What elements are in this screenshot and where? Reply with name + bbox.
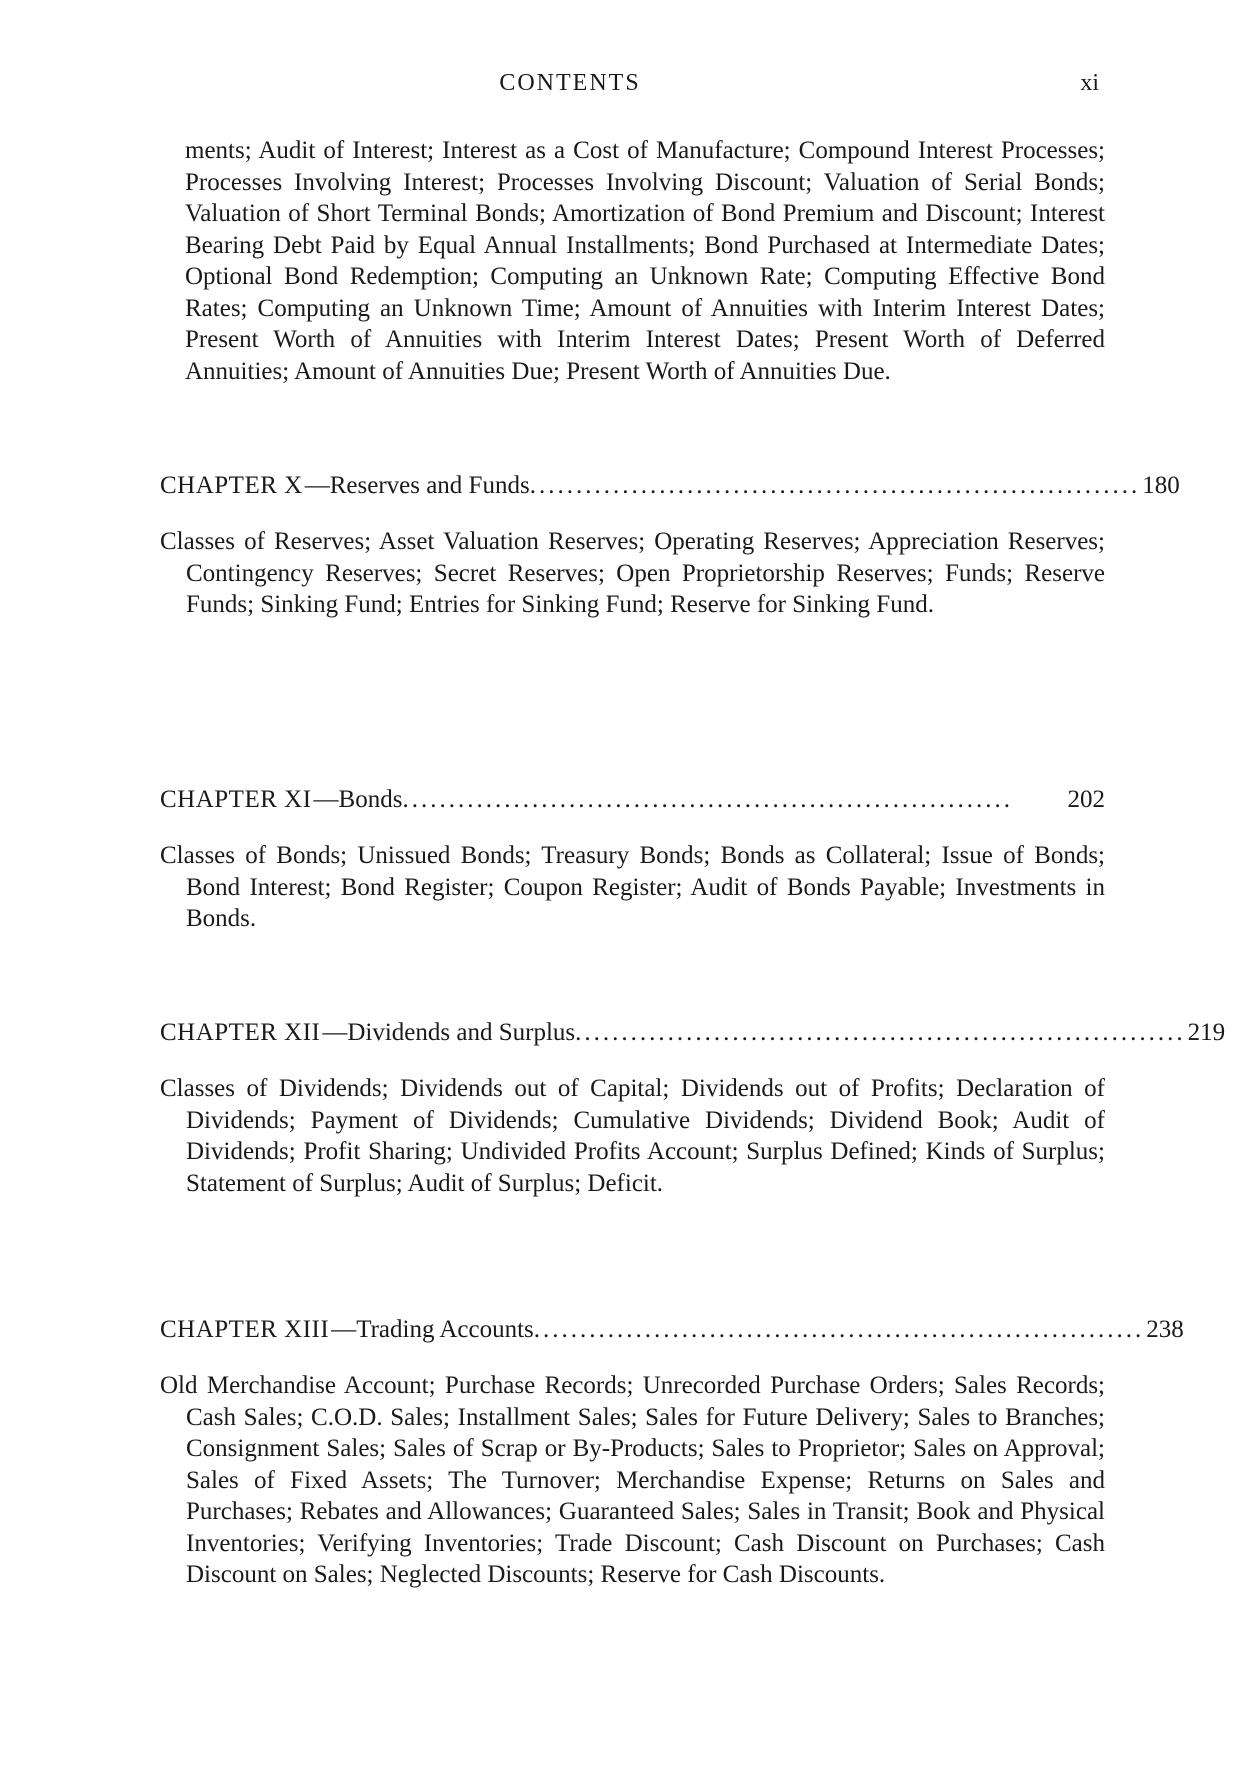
chapter-entry [160, 470, 1180, 621]
dot-leader: .................................................................. [529, 472, 1141, 499]
chapter-label: CHAPTER X [160, 472, 303, 499]
running-head [0, 70, 1259, 110]
chapter-page-number: 180 [1142, 472, 1180, 499]
chapter-description: Classes of Bonds; Unissued Bonds; Treasury Bonds; Bonds as Collateral; Issue of Bonds; Bond Interest; Bond Register; Coupon Register; Audit of Bonds Payable; Investments in Bonds. [160, 842, 1105, 932]
chapter-heading [160, 784, 1105, 816]
chapter-title: —Bonds [313, 786, 403, 813]
chapter-label: CHAPTER XI [160, 786, 312, 813]
dot-leader: .................................................................. [402, 786, 1013, 813]
page-number: xi [1080, 70, 1099, 96]
chapter-description: Old Merchandise Account; Purchase Records; Unrecorded Purchase Orders; Sales Records; Cash Sales; C.O.D. Sales; Installment Sales; Sales for Future Delivery; Sales to Branches; Consignment Sales; Sales of Scrap or By-Products; Sales to Proprietor; Sales on Approval; Sales of Fixed Assets; The Turnover; Merchandise Expense; Returns on Sales and Purchases; Rebates and Allowances; Guaranteed Sales; Sales in Transit; Book and Physical Inventories; Verifying Inventories; Trade Discount; Cash Discount on Purchases; Cash Discount on Sales; Neglected Discounts; Reserve for Cash Discounts. [160, 1372, 1105, 1588]
chapter-entry [160, 784, 1105, 935]
chapter-label: CHAPTER XIII [160, 1316, 330, 1343]
chapter-heading [160, 1017, 1226, 1049]
dot-leader: .................................................................. [533, 1316, 1145, 1343]
chapter-page-number: 219 [1187, 1019, 1226, 1046]
chapter-heading [160, 470, 1180, 502]
chapter-description: Classes of Reserves; Asset Valuation Reserves; Operating Reserves; Appreciation Reserves; Contingency Reserves; Secret Reserves; Open Proprietorship Reserves; Funds; Reserve Funds; Sinking Fund; Entries for Sinking Fund; Reserve for Sinking Fund. [160, 528, 1105, 618]
chapter-title: —Trading Accounts [331, 1316, 534, 1343]
chapter-description: Classes of Dividends; Dividends out of Capital; Dividends out of Profits; Declaration of Dividends; Payment of Dividends; Cumulative Dividends; Dividend Book; Audit of Dividends; Profit Sharing; Undivided Profits Account; Surplus Defined; Kinds of Surplus; Statement of Surplus; Audit of Surplus; Deficit. [160, 1075, 1105, 1197]
chapter-title: —Reserves and Funds [304, 472, 530, 499]
page-title: CONTENTS [499, 70, 641, 96]
chapter-title: —Dividends and Surplus [322, 1019, 576, 1046]
chapter-page-number: 202 [1067, 786, 1105, 813]
chapter-entry [160, 1314, 1184, 1591]
chapter-page-number: 238 [1146, 1316, 1184, 1343]
dot-leader: .................................................................. [575, 1019, 1186, 1046]
chapter-heading [160, 1314, 1184, 1346]
continuation-paragraph: ments; Audit of Interest; Interest as a Cost of Manufacture; Compound Interest Processes; Processes Involving Interest; Processes Involving Discount; Valuation of Serial Bonds; Valuation of Short Terminal Bonds; Amortization of Bond Premium and Discount; Interest Bearing Debt Paid by Equal Annual Installments; Bond Purchased at Intermediate Dates; Optional Bond Redemption; Computing an Unknown Rate; Computing Effective Bond Rates; Computing an Unknown Time; Amount of Annuities with Interim Interest Dates; Present Worth of Annuities with Interim Interest Dates; Present Worth of Deferred Annuities; Amount of Annuities Due; Present Worth of Annuities Due. [185, 137, 1105, 385]
chapter-entry [160, 1017, 1226, 1199]
chapter-label: CHAPTER XII [160, 1019, 321, 1046]
